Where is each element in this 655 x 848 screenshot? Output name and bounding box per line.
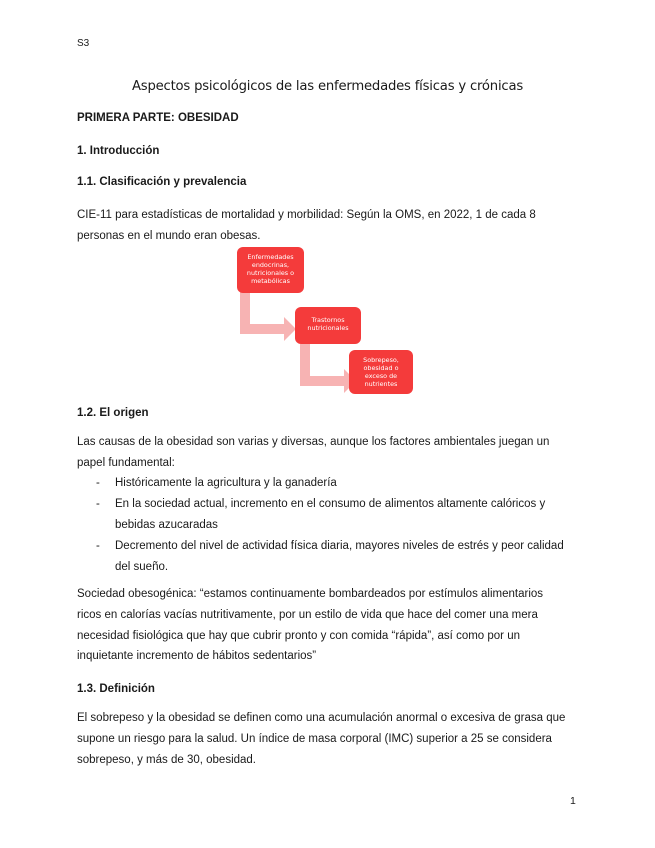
section-heading-clasificacion: 1.1. Clasificación y prevalencia [77,176,247,188]
paragraph-line: personas en el mundo eran obesas. [77,230,261,242]
section-heading-definicion: 1.3. Definición [77,683,155,695]
arrow-connector-2 [300,344,356,393]
list-item-text: En la sociedad actual, incremento en el consumo de alimentos altamente calóricos y [115,498,546,510]
paragraph-line: inquietante incremento de hábitos sedentarios” [77,650,317,663]
diagram-box-text: exceso de [364,372,398,380]
section-heading-introduccion: 1. Introducción [77,145,160,157]
list-item-text: Decremento del nivel de actividad física diaria, mayores niveles de estrés y peor calidad [115,540,564,552]
paragraph-line: El sobrepeso y la obesidad se definen como una acumulación anormal o excesiva de grasa que [77,712,566,724]
paragraph-line: CIE-11 para estadísticas de mortalidad y morbilidad: Según la OMS, en 2022, 1 de cada 8 [77,209,536,221]
bullet-dash: - [96,498,100,510]
header-code: S3 [77,38,90,49]
paragraph-line: ricos en calorías vacías nutritivamente, por un estilo de vida que hace del comer una mera [77,608,538,621]
paragraph-sociedad-obesogenica [77,584,582,667]
paragraph-line: sobrepeso, y más de 30, obesidad. [77,754,257,766]
list-item [77,536,582,578]
bullet-dash: - [96,477,100,489]
paragraph-line: Las causas de la obesidad son varias y diversas, aunque los factores ambientales juegan un [77,436,550,448]
diagram-box-text: nutrientes [364,380,398,388]
paragraph-line: Sociedad obesogénica: “estamos continuamente bombardeados por estímulos alimentarios [77,588,544,600]
paragraph-causas [77,432,582,474]
paragraph-line: papel fundamental: [77,457,175,469]
part-title: PRIMERA PARTE: OBESIDAD [77,112,239,124]
list-item-text: del sueño. [115,561,169,573]
causes-list [77,473,582,578]
list-item [77,494,582,536]
classification-flow-diagram [232,244,422,396]
arrow-connector-1 [240,292,296,341]
paragraph-line: supone un riesgo para la salud. Un índice de masa corporal (IMC) superior a 25 se considera [77,733,552,745]
page-number: 1 [570,795,576,807]
bullet-dash: - [96,540,100,552]
diagram-box-text: obesidad o [363,364,399,372]
list-item [77,473,582,494]
diagram-box-text: nutricionales [307,324,349,332]
list-item-text: Históricamente la agricultura y la ganadería [115,477,337,489]
list-item-text: bebidas azucaradas [115,519,218,531]
paragraph-cie [77,205,582,247]
diagram-box-text: nutricionales o [246,269,295,277]
diagram-box-text: Enfermedades [247,253,294,261]
document-title: Aspectos psicológicos de las enfermedades físicas y crónicas [131,79,524,94]
diagram-box-text: metabólicas [251,277,290,285]
section-heading-origen: 1.2. El origen [77,407,149,419]
diagram-box-text: endocrinas, [251,261,290,269]
paragraph-definicion [77,708,582,771]
diagram-box-text: Sobrepeso, [363,356,399,364]
paragraph-line: necesidad fisiológica que hay que cubrir pronto y con comida “rápida”, así como por un [77,629,520,642]
diagram-box-text: Trastornos [311,316,345,324]
